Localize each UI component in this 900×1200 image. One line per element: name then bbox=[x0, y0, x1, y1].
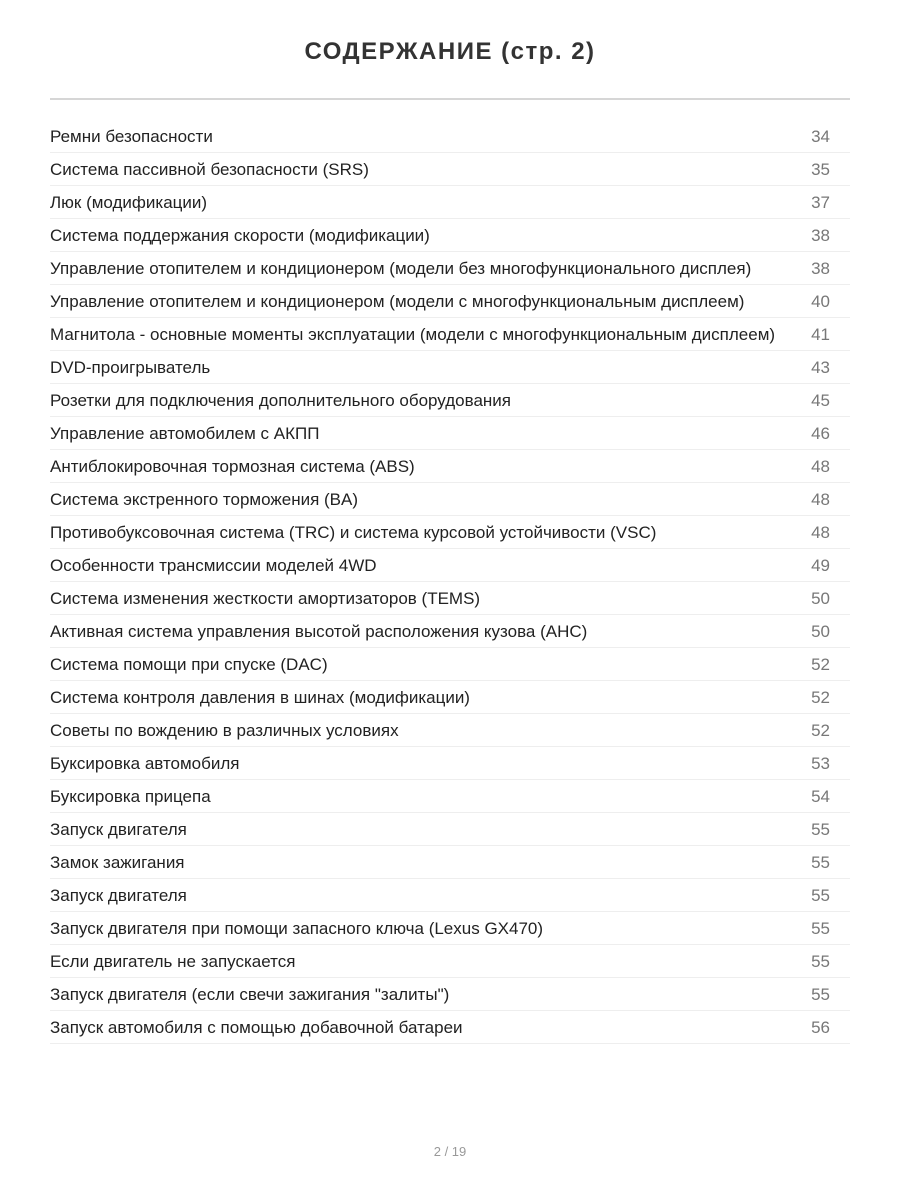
toc-entry-label: Ремни безопасности bbox=[50, 127, 213, 146]
toc-entry-label: Особенности трансмиссии моделей 4WD bbox=[50, 556, 377, 575]
toc-entry-page: 43 bbox=[811, 358, 830, 377]
toc-entry-page: 55 bbox=[811, 919, 830, 938]
toc-entry-label: Розетки для подключения дополнительного оборудования bbox=[50, 391, 511, 410]
toc-entry-label: Система изменения жесткости амортизаторов (TEMS) bbox=[50, 589, 481, 608]
toc-entry-page: 55 bbox=[811, 952, 830, 971]
toc-entry-page: 53 bbox=[811, 754, 830, 773]
toc-entry-label: Запуск двигателя bbox=[50, 820, 187, 839]
toc-entry-label: Замок зажигания bbox=[50, 853, 185, 872]
toc-entry[interactable] bbox=[50, 912, 850, 945]
toc-entry-page: 55 bbox=[811, 820, 830, 839]
toc-entry-label: Управление автомобилем с АКПП bbox=[50, 424, 320, 443]
toc-entry-label: Запуск двигателя при помощи запасного ключа (Lexus GX470) bbox=[50, 919, 544, 938]
toc-entry-label: Управление отопителем и кондиционером (модели без многофункционального дисплея) bbox=[50, 259, 752, 278]
toc-entry-page: 52 bbox=[811, 655, 830, 674]
toc-entry[interactable] bbox=[50, 483, 850, 516]
page-indicator: 2 / 19 bbox=[433, 1144, 467, 1159]
toc-entry[interactable] bbox=[50, 846, 850, 879]
toc-entry-page: 55 bbox=[811, 886, 830, 905]
toc-entry[interactable] bbox=[50, 780, 850, 813]
toc-entry-page: 48 bbox=[811, 523, 830, 542]
toc-entry-label: Система поддержания скорости (модификации) bbox=[50, 226, 430, 245]
toc-entry-label: Запуск автомобиля с помощью добавочной батареи bbox=[50, 1018, 463, 1037]
toc-entry[interactable] bbox=[50, 549, 850, 582]
toc-entry-label: Активная система управления высотой расположения кузова (AHC) bbox=[50, 622, 588, 641]
toc-entry-label: Запуск двигателя (если свечи зажигания "залиты") bbox=[50, 985, 450, 1004]
toc-entry-label: Советы по вождению в различных условиях bbox=[50, 721, 399, 740]
toc-entry-page: 54 bbox=[811, 787, 830, 806]
toc-entry-label: Управление отопителем и кондиционером (модели с многофункциональным дисплеем) bbox=[50, 292, 745, 311]
toc-entry[interactable] bbox=[50, 153, 850, 186]
toc-entry-label: Система контроля давления в шинах (модификации) bbox=[50, 688, 470, 707]
toc-entry-label: Запуск двигателя bbox=[50, 886, 187, 905]
toc-entry-label: Система экстренного торможения (BA) bbox=[50, 490, 359, 509]
toc-entry-page: 38 bbox=[811, 226, 830, 245]
toc-entry-page: 40 bbox=[811, 292, 830, 311]
toc-entry-page: 49 bbox=[811, 556, 830, 575]
toc-entry-page: 50 bbox=[811, 622, 830, 641]
toc-entry[interactable] bbox=[50, 450, 850, 483]
toc-entry[interactable] bbox=[50, 516, 850, 549]
toc-entry-label: Люк (модификации) bbox=[50, 193, 208, 212]
page-title: СОДЕРЖАНИЕ (стр. 2) bbox=[304, 38, 596, 65]
toc-entry[interactable] bbox=[50, 1011, 850, 1044]
toc-entry[interactable] bbox=[50, 945, 850, 978]
toc-entry-page: 41 bbox=[811, 325, 830, 344]
toc-entry-page: 50 bbox=[811, 589, 830, 608]
toc-entry-page: 46 bbox=[811, 424, 830, 443]
toc-entry[interactable] bbox=[50, 978, 850, 1011]
toc-entry-label: Буксировка автомобиля bbox=[50, 754, 240, 773]
toc-entry[interactable] bbox=[50, 615, 850, 648]
toc-entry[interactable] bbox=[50, 681, 850, 714]
title-divider bbox=[50, 98, 850, 100]
toc-list bbox=[50, 120, 850, 1044]
toc-entry-page: 37 bbox=[811, 193, 830, 212]
toc-entry-page: 35 bbox=[811, 160, 830, 179]
toc-entry-label: Антиблокировочная тормозная система (ABS) bbox=[50, 457, 415, 476]
toc-entry-label: Магнитола - основные моменты эксплуатации (модели с многофункциональным дисплеем) bbox=[50, 325, 776, 344]
toc-entry-page: 52 bbox=[811, 688, 830, 707]
toc-entry[interactable] bbox=[50, 879, 850, 912]
toc-entry[interactable] bbox=[50, 582, 850, 615]
toc-entry-label: Буксировка прицепа bbox=[50, 787, 211, 806]
toc-entry-page: 56 bbox=[811, 1018, 830, 1037]
toc-entry[interactable] bbox=[50, 285, 850, 318]
toc-entry[interactable] bbox=[50, 186, 850, 219]
toc-entry-page: 48 bbox=[811, 490, 830, 509]
toc-entry[interactable] bbox=[50, 747, 850, 780]
toc-entry-label: Система пассивной безопасности (SRS) bbox=[50, 160, 369, 179]
toc-entry-page: 45 bbox=[811, 391, 830, 410]
toc-entry[interactable] bbox=[50, 384, 850, 417]
toc-entry-page: 34 bbox=[811, 127, 830, 146]
toc-entry-page: 38 bbox=[811, 259, 830, 278]
toc-entry-page: 55 bbox=[811, 985, 830, 1004]
toc-entry-label: Система помощи при спуске (DAC) bbox=[50, 655, 328, 674]
toc-entry-page: 55 bbox=[811, 853, 830, 872]
toc-entry[interactable] bbox=[50, 813, 850, 846]
toc-entry[interactable] bbox=[50, 318, 850, 351]
toc-entry[interactable] bbox=[50, 648, 850, 681]
toc-entry[interactable] bbox=[50, 351, 850, 384]
toc-entry[interactable] bbox=[50, 417, 850, 450]
toc-entry[interactable] bbox=[50, 252, 850, 285]
toc-entry[interactable] bbox=[50, 219, 850, 252]
toc-entry[interactable] bbox=[50, 120, 850, 153]
toc-entry[interactable] bbox=[50, 714, 850, 747]
toc-entry-label: Если двигатель не запускается bbox=[50, 952, 296, 971]
toc-entry-label: DVD-проигрыватель bbox=[50, 358, 211, 377]
toc-entry-label: Противобуксовочная система (TRC) и система курсовой устойчивости (VSC) bbox=[50, 523, 657, 542]
toc-entry-page: 52 bbox=[811, 721, 830, 740]
toc-entry-page: 48 bbox=[811, 457, 830, 476]
